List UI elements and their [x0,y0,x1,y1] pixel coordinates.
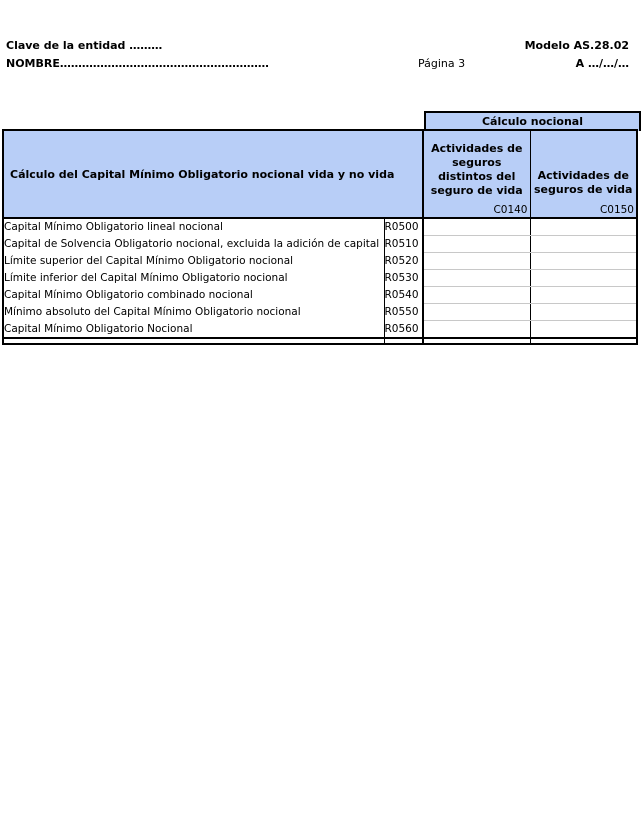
table-footer-row [3,338,637,344]
value-cell[interactable] [530,270,637,287]
footer-cell [384,338,423,344]
page-number: Página 3 [418,57,466,70]
row-label: Capital Mínimo Obligatorio Nocional [4,322,193,335]
row-code: R0520 [384,253,423,270]
value-cell[interactable] [423,287,530,304]
row-code: R0550 [384,304,423,321]
value-cell[interactable] [530,218,637,236]
value-cell[interactable] [530,236,637,253]
column-code: C0150 [599,204,634,216]
column-header-non-life [423,130,530,218]
value-cell[interactable] [530,253,637,270]
table-row [3,321,637,339]
column-code: C0140 [493,204,528,216]
row-code: R0540 [384,287,423,304]
row-label: Límite superior del Capital Mínimo Obligatorio nocional [4,255,294,267]
table-row [3,253,637,270]
value-cell[interactable] [530,304,637,321]
model-code: Modelo AS.28.02 [524,39,629,52]
column-header-life [530,130,637,218]
row-label: Capital Mínimo Obligatorio lineal nocional [4,221,223,234]
value-cell[interactable] [423,218,530,236]
row-label: Límite inferior del Capital Mínimo Obligatorio nocional [4,272,288,284]
row-code: R0560 [384,321,423,339]
mcr-notional-table [2,129,638,345]
entity-key-label: Clave de la entidad ……… [6,39,163,52]
value-cell[interactable] [423,321,530,339]
column-label: Actividades de seguros de vida [534,169,633,196]
table-row [3,304,637,321]
value-cell[interactable] [530,287,637,304]
table-title: Cálculo del Capital Mínimo Obligatorio nocional vida y no vida [3,130,423,218]
row-code: R0530 [384,270,423,287]
value-cell[interactable] [423,236,530,253]
table-row [3,270,637,287]
row-label: Mínimo absoluto del Capital Mínimo Obligatorio nocional [4,306,301,318]
value-cell[interactable] [530,321,637,339]
row-label: Capital Mínimo Obligatorio combinado nocional [4,289,253,301]
date-field: A …/…/… [575,57,629,70]
table-row [3,218,637,236]
row-label: Capital de Solvencia Obligatorio nocional, excluida la adición de capital [4,238,380,250]
value-cell[interactable] [423,270,530,287]
footer-cell [3,338,384,344]
entity-name-label: NOMBRE………………………………………………… [6,57,269,70]
table-row [3,287,637,304]
row-code: R0510 [384,236,423,253]
footer-cell [530,338,637,344]
footer-cell [423,338,530,344]
column-label: Actividades de seguros distintos del seguro de vida [430,142,523,197]
group-header-calculo-nocional: Cálculo nocional [424,111,641,131]
row-code: R0500 [384,218,423,236]
table-row [3,236,637,253]
value-cell[interactable] [423,253,530,270]
value-cell[interactable] [423,304,530,321]
